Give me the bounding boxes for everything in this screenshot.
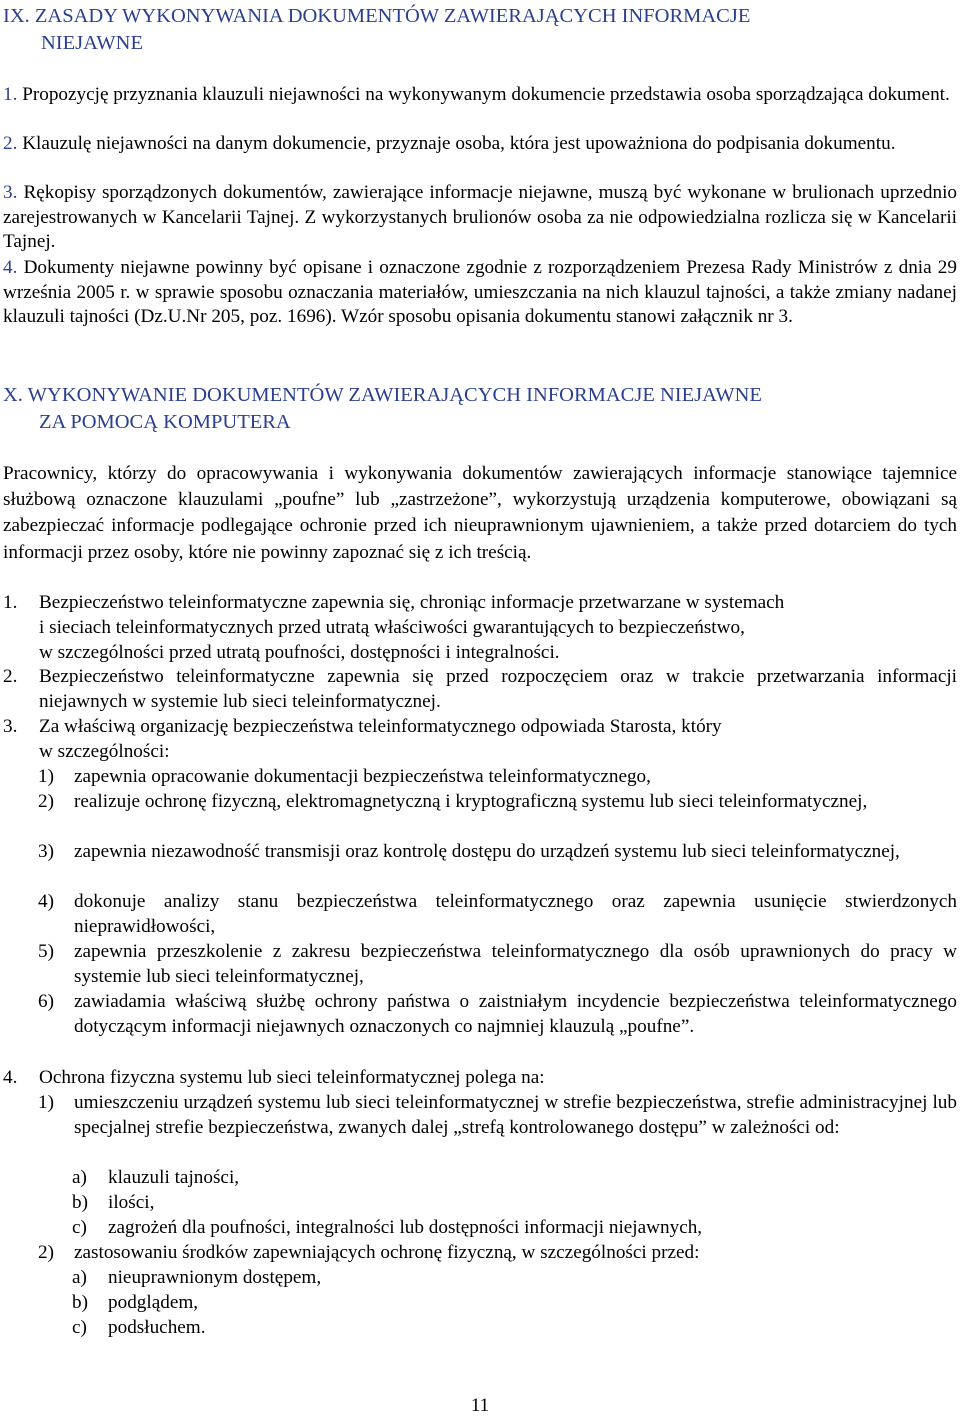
- subitem-letter: c): [72, 1217, 87, 1238]
- subitem-text: zawiadamia właściwą służbę ochrony państwa o zaistniałym incydencie bezpieczeństwa teleinformatycznego dotyczącym informacji niejawnych oznaczonych co najmniej klauzulą „poufne”.: [74, 991, 957, 1038]
- subitem-letter: b): [72, 1192, 88, 1213]
- point-1-line-1: Bezpieczeństwo teleinformatyczne zapewnia się, chroniąc informacje przetwarzane w systemach: [39, 592, 785, 613]
- subitem-number: 6): [38, 991, 54, 1012]
- section-10-title-line1: X. WYKONYWANIE DOKUMENTÓW ZAWIERAJĄCYCH INFORMACJE NIEJAWNE: [3, 384, 762, 406]
- subitem-text: podglądem,: [108, 1292, 199, 1313]
- section-10-intro: Pracownicy, którzy do opracowywania i wykonywania dokumentów zawierających informacje stanowiące tajemnice służbową oznaczone klauzulami „poufne” lub „zastrzeżone”, wykorzystują urządzenia komputerowe, obowiązani są zabezpieczać informacje podlegające ochronie przed ich nieuprawnionym ujawnieniem, a także przed dotarciem do tych informacji przez osoby, które nie powinny zapoznać się z ich treścią.: [3, 463, 957, 563]
- point-4-subitem-2c: [72, 1315, 957, 1340]
- subitem-number: 5): [38, 941, 54, 962]
- item-text: Rękopisy sporządzonych dokumentów, zawierające informacje niejawne, muszą być wykonane w brulionach uprzednio zarejestrowanych w Kancelarii Tajnej. Z wykorzystanych brulionów osoba za nie odpowiedzialna rozlicza się w Kancelarii Tajnej.: [3, 182, 958, 253]
- point-4-subitem-2a: [72, 1265, 957, 1290]
- point-number: 2.: [3, 666, 18, 687]
- subitem-text: realizuje ochronę fizyczną, elektromagnetyczną i kryptograficzną systemu lub sieci teleinformatycznej,: [74, 791, 868, 812]
- point-4-subitem-1: [38, 1090, 957, 1140]
- section-9-title-line1: IX. ZASADY WYKONYWANIA DOKUMENTÓW ZAWIERAJĄCYCH INFORMACJE: [3, 5, 751, 27]
- item-number: 3.: [3, 182, 18, 203]
- point-3-line-2: w szczególności:: [39, 741, 170, 763]
- subitem-number: 1): [38, 766, 54, 787]
- subitem-number: 4): [38, 891, 54, 912]
- point-number: 3.: [3, 716, 18, 737]
- subitem-number: 1): [38, 1092, 54, 1113]
- point-4-text: Ochrona fizyczna systemu lub sieci teleinformatycznej polega na:: [39, 1067, 545, 1088]
- subitem-text: zastosowaniu środków zapewniających ochronę fizyczną, w szczególności przed:: [74, 1242, 700, 1263]
- subitem-text: podsłuchem.: [108, 1317, 206, 1338]
- point-4-subitem-1a: [72, 1165, 957, 1190]
- subitem-text: umieszczeniu urządzeń systemu lub sieci teleinformatycznej w strefie bezpieczeństwa, strefie administracyjnej lub specjalnej strefie bezpieczeństwa, zwanych dalej „strefą kontrolowanego dostępu” w zależności od:: [74, 1092, 957, 1139]
- section-9-title-line2: NIEJAWNE: [41, 32, 143, 54]
- point-3-subitem-6: [38, 989, 957, 1039]
- section-9-item-1: [3, 83, 957, 108]
- point-2-text: Bezpieczeństwo teleinformatyczne zapewnia się przed rozpoczęciem oraz w trakcie przetwarzania informacji niejawnych w systemie lub sieci teleinformatycznej.: [39, 666, 957, 713]
- section-9-item-4: [3, 256, 957, 330]
- subitem-text: zagrożeń dla poufności, integralności lub dostępności informacji niejawnych,: [108, 1217, 703, 1238]
- subitem-text: zapewnia niezawodność transmisji oraz kontrolę dostępu do urządzeń systemu lub sieci teleinformatycznej,: [74, 841, 900, 862]
- point-4-subitem-2b: [72, 1290, 957, 1315]
- subitem-text: zapewnia opracowanie dokumentacji bezpieczeństwa teleinformatycznego,: [74, 766, 651, 787]
- point-1-line-2: i sieciach teleinformatycznych przed utratą właściwości gwarantujących to bezpieczeństwo,: [39, 617, 745, 639]
- point-4-subitem-1b: [72, 1190, 957, 1215]
- item-text: Propozycję przyznania klauzuli niejawności na wykonywanym dokumencie przedstawia osoba sporządzająca dokument.: [22, 84, 950, 105]
- subitem-letter: a): [72, 1167, 87, 1188]
- point-3-subitem-3: [38, 839, 957, 864]
- item-number: 1.: [3, 84, 18, 105]
- item-text: Dokumenty niejawne powinny być opisane i oznaczone zgodnie z rozporządzeniem Prezesa Rady Ministrów z dnia 29 września 2005 r. w sprawie sposobu oznaczania materiałów, umieszczania na nich klauzul tajności, a także zmiany nadanej klauzuli tajności (Dz.U.Nr 205, poz. 1696). Wzór sposobu opisania dokumentu stanowi załącznik nr 3.: [3, 257, 957, 328]
- subitem-letter: a): [72, 1267, 87, 1288]
- point-4-subitem-2: [38, 1240, 957, 1265]
- section-10-title: [3, 382, 953, 436]
- point-1-line-3: w szczególności przed utratą poufności, dostępności i integralności.: [39, 642, 560, 664]
- subitem-text: klauzuli tajności,: [108, 1167, 240, 1188]
- item-number: 2.: [3, 133, 18, 154]
- section-10-point-4: [3, 1065, 957, 1090]
- subitem-text: zapewnia przeszkolenie z zakresu bezpieczeństwa teleinformatycznego dla osób uprawnionych do pracy w systemie lub sieci teleinformatycznej,: [74, 941, 957, 988]
- subitem-text: ilości,: [108, 1192, 155, 1213]
- section-10-point-1: [3, 590, 957, 666]
- section-9-title: [3, 3, 953, 57]
- subitem-letter: c): [72, 1317, 87, 1338]
- subitem-number: 2): [38, 1242, 54, 1263]
- page-number: 11: [470, 1395, 490, 1416]
- subitem-text: dokonuje analizy stanu bezpieczeństwa teleinformatycznego oraz zapewnia usunięcie stwierdzonych nieprawidłowości,: [74, 891, 957, 938]
- section-9-item-2: [3, 132, 957, 157]
- point-3-subitem-1: [38, 764, 957, 789]
- section-10-point-3: [3, 714, 957, 764]
- subitem-number: 2): [38, 791, 54, 812]
- point-4-subitem-1c: [72, 1215, 957, 1240]
- subitem-number: 3): [38, 841, 54, 862]
- point-3-line-1: Za właściwą organizację bezpieczeństwa teleinformatycznego odpowiada Starosta, który: [39, 716, 722, 737]
- subitem-text: nieuprawnionym dostępem,: [108, 1267, 322, 1288]
- section-9-item-3: [3, 181, 957, 255]
- item-text: Klauzulę niejawności na danym dokumencie, przyznaje osoba, która jest upoważniona do podpisania dokumentu.: [22, 133, 896, 154]
- point-3-subitem-2: [38, 789, 957, 814]
- section-10-point-2: [3, 664, 957, 714]
- point-3-subitem-5: [38, 939, 957, 989]
- point-number: 4.: [3, 1067, 18, 1088]
- subitem-letter: b): [72, 1292, 88, 1313]
- section-10-title-line2: ZA POMOCĄ KOMPUTERA: [39, 411, 291, 433]
- point-number: 1.: [3, 592, 18, 613]
- item-number: 4.: [3, 257, 18, 278]
- point-3-subitem-4: [38, 889, 957, 939]
